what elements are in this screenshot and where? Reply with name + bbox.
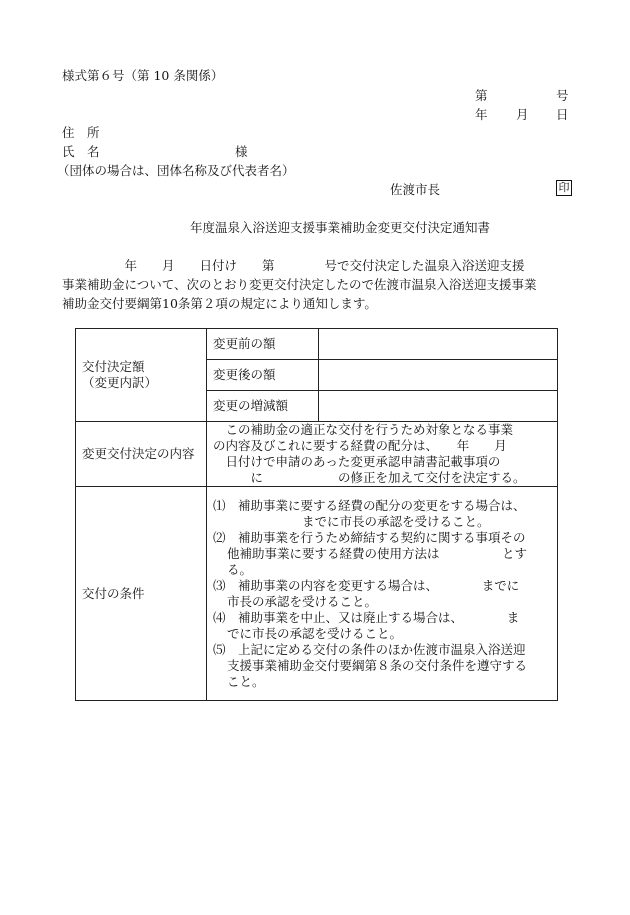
seal-mark: 印 (556, 180, 572, 196)
table-row (76, 487, 558, 701)
body-line: 事業補助金について、次のとおり変更交付決定したので佐渡市温泉入浴送迎支援事業 (62, 277, 537, 292)
before-amount-label: 変更前の額 (207, 329, 319, 360)
date-month-label: 月 (516, 107, 529, 122)
diff-amount-label: 変更の増減額 (207, 391, 319, 422)
date-year-label: 年 (475, 107, 488, 122)
grant-breakdown-label: （変更内訳） (82, 375, 158, 390)
issue-number-suffix: 号 (556, 88, 569, 103)
change-line: 日付けで申請のあった変更承認申請書記載事項の (213, 454, 501, 469)
condition-item (213, 642, 551, 690)
condition-line: でに市長の承認を受けること。 (227, 625, 403, 641)
body-line: 補助金交付要綱第10条第２項の規定により通知します。 (62, 296, 377, 311)
after-amount-label: 変更後の額 (207, 360, 319, 391)
change-content-text (207, 422, 558, 487)
condition-line: ⑴ 補助事業に要する経費の配分の変更をする場合は、 (213, 497, 526, 513)
after-amount-value (319, 360, 558, 391)
group-note: （団体の場合は、団体名称及び代表者名） (57, 163, 295, 178)
change-line: の内容及びこれに要する経費の配分は、 年 月 (213, 438, 507, 453)
condition-item (213, 578, 551, 610)
document-title: 年度温泉入浴送迎支援事業補助金変更交付決定通知書 (190, 220, 491, 235)
condition-item (213, 530, 551, 578)
date-day-label: 日 (556, 107, 569, 122)
notice-body (62, 256, 582, 313)
condition-item (213, 610, 551, 642)
conditions-label: 交付の条件 (76, 487, 207, 701)
condition-line: ⑵ 補助事業を行うため締結する契約に関する事項その (213, 529, 526, 545)
issuer-mayor: 佐渡市長 (390, 182, 441, 197)
condition-line: る。 (227, 561, 253, 577)
body-line: 年 月 日付け 第 号で交付決定した温泉入浴送迎支援 (62, 258, 525, 273)
issue-number-prefix: 第 (475, 88, 488, 103)
grant-amount-header (76, 329, 207, 422)
diff-amount-value (319, 391, 558, 422)
address-label: 住 所 (62, 125, 100, 140)
condition-line: 他補助事業に要する経費の使用方法は とす (227, 545, 528, 561)
honorific-sama: 様 (235, 144, 248, 159)
condition-line: ⑶ 補助事業の内容を変更する場合は、 までに (213, 577, 520, 593)
table-row (76, 422, 558, 487)
form-number: 様式第６号（第 10 条関係） (62, 68, 224, 83)
conditions-list (207, 487, 558, 701)
name-label: 氏 名 (62, 144, 100, 159)
grant-decision-table (75, 328, 558, 701)
condition-line: までに市長の承認を受けること。 (227, 513, 490, 529)
change-content-label: 変更交付決定の内容 (76, 422, 207, 487)
condition-item (213, 498, 551, 530)
condition-line: こと。 (227, 673, 265, 689)
before-amount-value (319, 329, 558, 360)
grant-amount-label: 交付決定額 (82, 359, 145, 374)
condition-line: ⑷ 補助事業を中止、又は廃止する場合は、 ま (213, 609, 520, 625)
change-line: に の修正を加えて交付を決定する。 (213, 470, 526, 485)
condition-line: 市長の承認を受けること。 (227, 593, 378, 609)
change-line: この補助金の適正な交付を行うため対象となる事業 (213, 422, 514, 437)
table-row (76, 329, 558, 360)
condition-line: 支援事業補助金交付要綱第８条の交付条件を遵守する (227, 657, 528, 673)
condition-line: ⑸ 上記に定める交付の条件のほか佐渡市温泉入浴送迎 (213, 641, 526, 657)
